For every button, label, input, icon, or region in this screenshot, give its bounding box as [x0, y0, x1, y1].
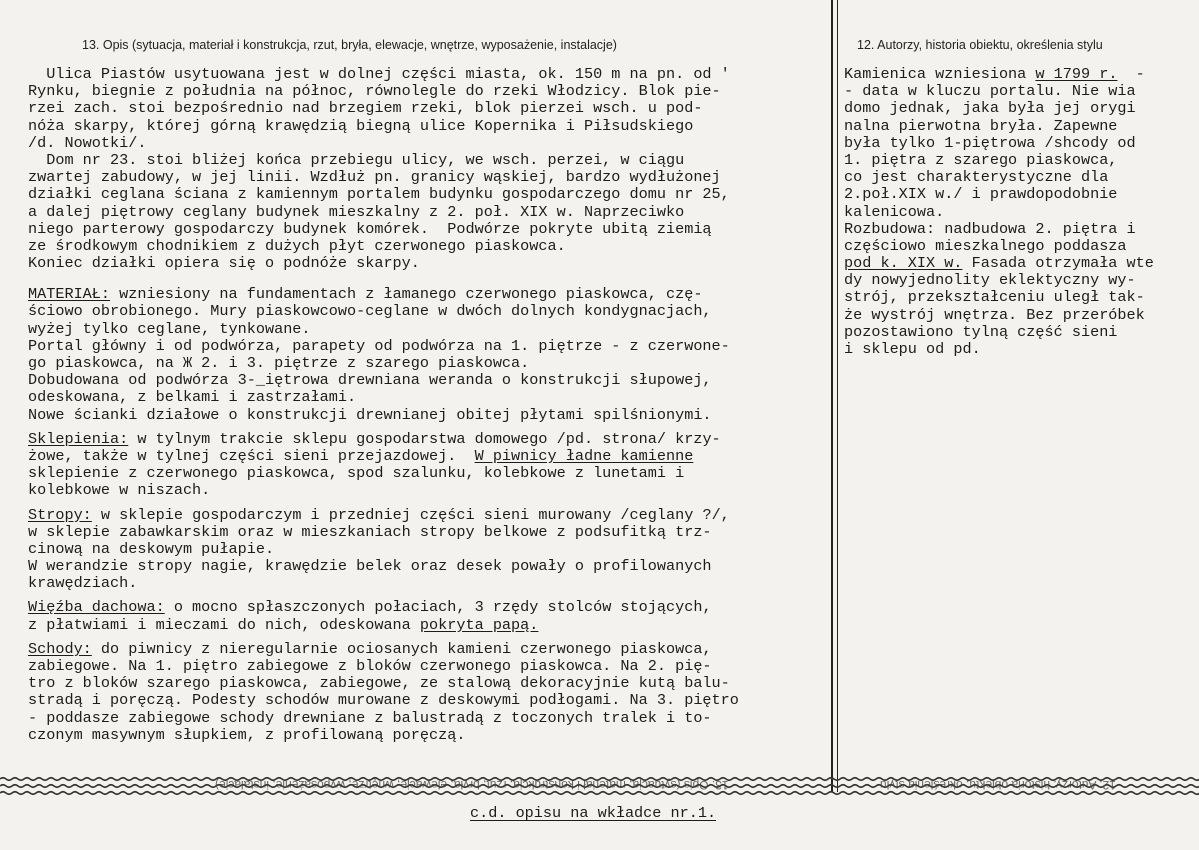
history-column [844, 66, 1196, 358]
text-line: z płatwiami i mieczami do nich, odeskowana pokryta papą. [28, 615, 539, 634]
text-line: /d. Nowotki/. [28, 133, 147, 152]
text-line: Portal główny i od podwórza, parapety od podwórza na 1. piętrze - z czerwone- [28, 336, 730, 355]
text-line: zabiegowe. Na 1. piętro zabiegowe z bloków czerwonego piaskowca. Na 2. pię- [28, 657, 712, 675]
text-line: go piaskowca, na Ж 2. i 3. piętrze z szarego piaskowca. [28, 354, 530, 372]
text-line: niego parterowy gospodarczy budynek komórek. Podwórze pokryte ubitą ziemią [28, 219, 712, 238]
column-divider-inner [837, 0, 838, 792]
text-line: Kamienica wzniesiona w 1799 r. - [844, 65, 1145, 83]
text-line: nalna pierwotna bryła. Zapewne [844, 116, 1118, 135]
text-line: - data w kluczu portalu. Nie wia [844, 82, 1136, 101]
text-line: - poddasze zabiegowe schody drewniane z balustradą z toczonych tralek i to- [28, 708, 712, 727]
description-column [28, 66, 828, 744]
mirrored-header-bleedthrough: 13. Opis (sytuacja, materiał i konstrukcja, rzut, bryła, elewacje, wnętrze, wyposażenie, instalacje) [215, 778, 729, 792]
text-line: Rynku, biegnie z południa na północ, równolegle do rzeki Włodzicy. Blok pie- [28, 82, 721, 101]
text-line: stradą i poręczą. Podesty schodów murowane z deskowymi podłogami. Na 3. piętro [28, 691, 739, 710]
wiezba-section [28, 599, 828, 633]
text-line: Dom nr 23. stoi bliżej końca przebiegu ulicy, we wsch. perzei, w ciągu [28, 150, 685, 169]
text-line: ze środkowym chodnikiem z dużych płyt czerwonego piaskowca. [28, 236, 566, 255]
date-underlined: w 1799 r. [1035, 65, 1118, 83]
schody-label: Schody: [28, 639, 92, 658]
text-line: w sklepie zabawkarskim oraz w mieszkaniach stropy belkowe z podsufitką trz- [28, 522, 712, 541]
period-underlined: pod k. XIX w. [844, 254, 963, 273]
text-line: W werandzie stropy nagie, krawędzie belek oraz desek powały o profilowanych [28, 557, 712, 576]
text-line: czonym masywnym słupkiem, z profilowaną poręczą. [28, 725, 466, 744]
text-line: Sklepienia: w tylnym trakcie sklepu gospodarstwa domowego /pd. strona/ krzy- [28, 429, 721, 448]
text-line: dy nowyjednolity eklektyczny wy- [844, 271, 1136, 290]
text-line: Ulica Piastów usytuowana jest w dolnej części miasta, ok. 150 m na pn. od ' [28, 65, 730, 83]
text-line: Nowe ścianki działowe o konstrukcji drewnianej obitej płytami spilśnionymi. [28, 405, 712, 424]
mirrored-header-bleedthrough: 12. Autorzy, historia obiektu, określenia stylu [880, 778, 1116, 792]
text-line: MATERIAŁ: wzniesiony na fundamentach z łamanego czerwonego piaskowca, czę- [28, 285, 703, 304]
text-line: 2.poł.XIX w./ i prawdopodobnie [844, 185, 1118, 204]
sklepienia-label: Sklepienia: [28, 429, 129, 448]
text-line: Koniec działki opiera się o podnóże skarpy. [28, 254, 420, 273]
text-line: Rozbudowa: nadbudowa 2. piętra i [844, 219, 1136, 238]
text-line: strój, przekształceniu uległ tak- [844, 288, 1145, 307]
text-line: działki ceglana ściana z kamiennym portalem budynku gospodarczego domu nr 25, [28, 185, 730, 204]
sklepienia-section [28, 431, 828, 500]
text-line: cinową na deskowym pułapie. [28, 539, 275, 558]
stropy-section [28, 507, 828, 593]
schody-section [28, 641, 828, 744]
text-line: żowe, także w tylnej części sieni przejazdowej. W piwnicy ładne kamienne [28, 446, 694, 465]
text-line: 1. piętra z szarego piaskowca, [844, 150, 1118, 169]
text-line: domo jednak, jaka była jej orygi [844, 99, 1136, 118]
section-13-header: 13. Opis (sytuacja, materiał i konstrukcja, rzut, bryła, elewacje, wnętrze, wyposażenie, instalacje) [82, 38, 617, 52]
text-line: a dalej piętrowy ceglany budynek mieszkalny z 2. poł. XIX w. Naprzeciwko [28, 202, 685, 221]
text-line: nóża skarpy, której górną krawędzią biegną ulice Kopernika i Piłsudskiego [28, 116, 694, 135]
text-line: sklepienie z czerwonego piaskowca, spod szalunku, kolebkowe z lunetami i [28, 464, 685, 483]
intro-paragraph [28, 66, 828, 272]
text-line: częściowo mieszkalnego poddasza [844, 236, 1127, 255]
text-line: co jest charakterystyczne dla [844, 168, 1109, 187]
text-line: Dobudowana od podwórza 3-_iętrowa drewniana weranda o konstrukcji słupowej, [28, 371, 712, 390]
material-section [28, 286, 828, 424]
text-line: Schody: do piwnicy z nieregularnie ociosanych kamieni czerwonego piaskowca, [28, 639, 712, 658]
text-line: kolebkowe w niszach. [28, 481, 211, 500]
text-line: wyżej tylko ceglane, tynkowane. [28, 319, 311, 338]
stropy-label: Stropy: [28, 505, 92, 524]
text-line: pozostawiono tylną część sieni [844, 322, 1118, 341]
text-line: pod k. XIX w. Fasada otrzymała wte [844, 254, 1154, 273]
text-line: ściowo obrobionego. Mury piaskowcowo-ceglane w dwóch dolnych kondygnacjach, [28, 302, 712, 321]
column-divider [831, 0, 833, 792]
continuation-note: c.d. opisu na wkładce nr.1. [470, 804, 717, 822]
text-line: Więźba dachowa: o mocno spłaszczonych połaciach, 3 rzędy stolców stojących, [28, 598, 712, 617]
text-line: i sklepu od pd. [844, 340, 981, 358]
text-line: tro z bloków szarego piaskowca, zabiegowe, ze stalową dekoracyjnie kutą balu- [28, 674, 730, 693]
text-line: rzei zach. stoi bezpośrednio nad brzegiem rzeki, blok pierzei wsch. u pod- [28, 99, 703, 118]
text-line: zwartej zabudowy, w jej linii. Wzdłuż pn. granicy wąskiej, bardzo wydłużonej [28, 168, 721, 187]
underlined-phrase: W piwnicy ładne kamienne [474, 446, 694, 465]
material-label: MATERIAŁ: [28, 285, 111, 304]
underlined-phrase: pokryta papą. [419, 615, 539, 634]
section-12-header: 12. Autorzy, historia obiektu, określenia stylu [857, 38, 1103, 52]
text-line: Stropy: w sklepie gospodarczym i przedniej części sieni murowany /ceglany ?/, [28, 505, 730, 524]
wiezba-label: Więźba dachowa: [28, 598, 165, 617]
text-line: była tylko 1-piętrowa /shcody od [844, 133, 1136, 152]
text-line: odeskowana, z belkami i zastrzałami. [28, 388, 357, 407]
text-line: kalenicowa. [844, 202, 945, 221]
text-line: że wystrój wnętrza. Bez przeróbek [844, 305, 1145, 324]
text-line: krawędziach. [28, 574, 138, 593]
